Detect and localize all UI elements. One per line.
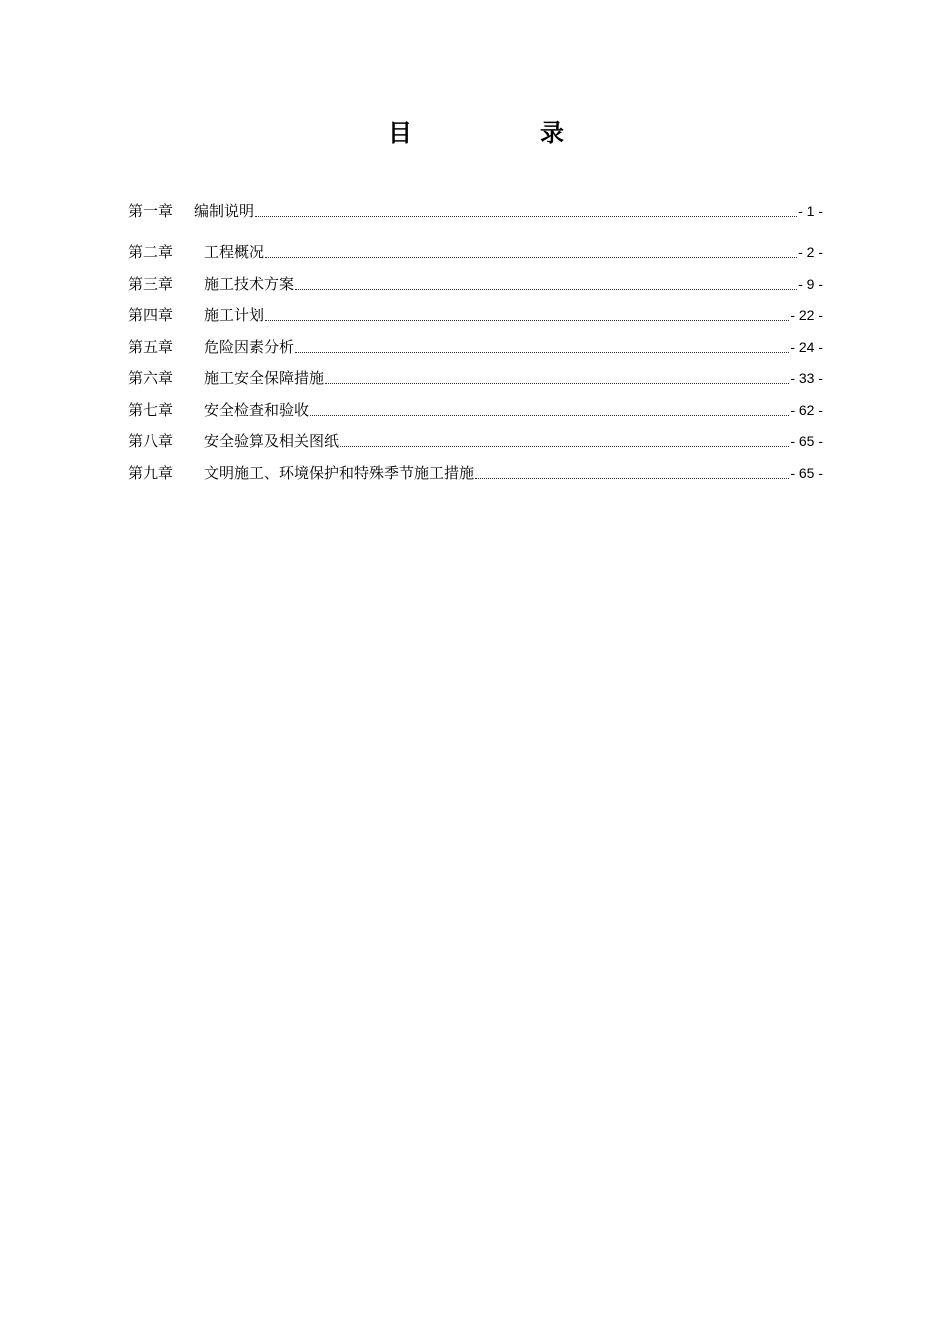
toc-chapter-label: 第八章 [128,432,174,450]
toc-dot-leader [325,382,789,384]
toc-chapter-label: 第三章 [128,275,174,293]
toc-entry[interactable] [128,304,823,326]
toc-dot-leader [295,288,797,290]
toc-chapter-name: 危险因素分析 [204,338,295,356]
toc-chapter-name: 施工技术方案 [204,275,295,293]
toc-dot-leader [265,319,789,321]
toc-page-number: - 22 - [790,307,823,323]
toc-entry[interactable] [128,241,823,263]
toc-dot-leader [255,215,797,217]
toc-dot-leader [295,351,789,353]
toc-page-number: - 33 - [790,370,823,386]
toc-page-number: - 24 - [790,339,823,355]
toc-dot-leader [340,445,789,447]
toc-dot-leader [310,414,789,416]
toc-dot-leader [475,477,789,479]
toc-page-number: - 2 - [798,244,823,260]
toc-entry[interactable] [128,462,823,484]
toc-dot-leader [265,256,797,258]
toc-entry[interactable] [128,336,823,358]
toc-title-char-1: 目 [388,119,412,147]
toc-chapter-label: 第六章 [128,369,174,387]
toc-chapter-name: 施工计划 [204,306,265,324]
toc-entry[interactable] [128,200,823,222]
toc-page-number: - 65 - [790,465,823,481]
toc-chapter-name: 安全验算及相关图纸 [204,432,340,450]
toc-chapter-label: 第四章 [128,306,174,324]
toc-chapter-label: 第一章 [128,202,174,220]
toc-entry[interactable] [128,430,823,452]
toc-chapter-name: 工程概况 [204,243,265,261]
toc-chapter-label: 第九章 [128,464,174,482]
toc-entry[interactable] [128,399,823,421]
toc-entry[interactable] [128,273,823,295]
toc-title-char-2: 录 [540,119,564,147]
toc-chapter-name: 文明施工、环境保护和特殊季节施工措施 [204,464,475,482]
toc-chapter-label: 第五章 [128,338,174,356]
toc-entry[interactable] [128,367,823,389]
toc-page-number: - 62 - [790,402,823,418]
toc-page-number: - 1 - [798,203,823,219]
toc-page-number: - 9 - [798,276,823,292]
toc-chapter-name: 安全检查和验收 [204,401,310,419]
toc-chapter-name: 编制说明 [194,202,255,220]
toc-chapter-label: 第二章 [128,243,174,261]
toc-chapter-label: 第七章 [128,401,174,419]
toc-list [128,0,823,1344]
toc-chapter-name: 施工安全保障措施 [204,369,325,387]
toc-page-number: - 65 - [790,433,823,449]
